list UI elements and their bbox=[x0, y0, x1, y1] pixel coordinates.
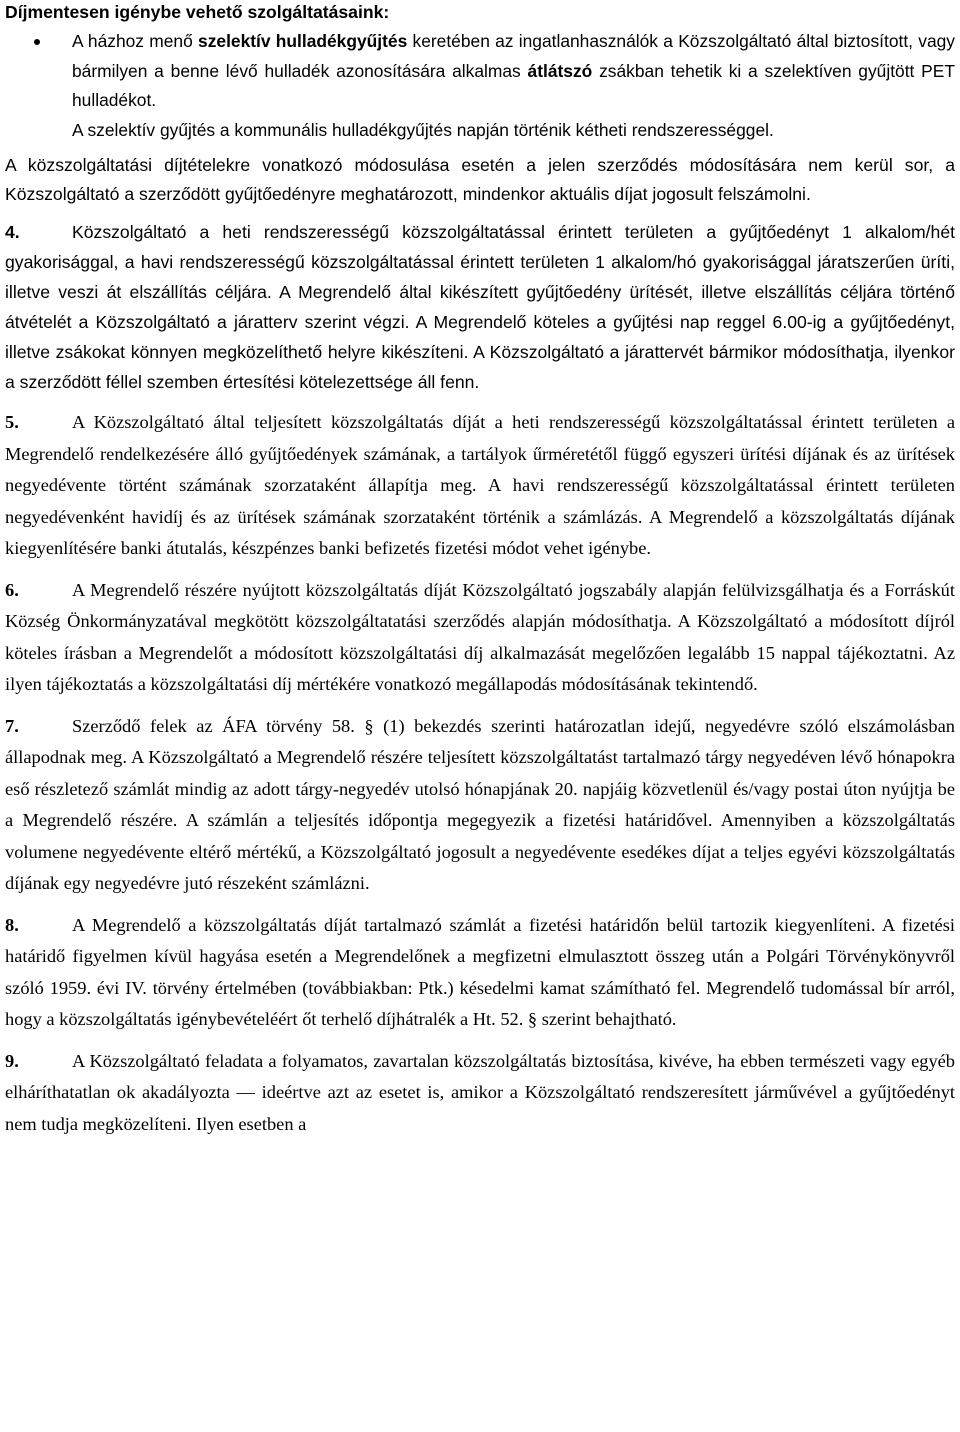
section-text: Közszolgáltató a heti rendszerességű közszolgáltatással érintett területen a gyűjtőedényt 1 alkalom/hét gyakorisággal, a havi rendszerességű közszolgáltatással érintett területen 1 alkalom/hó gyakorisággal járatszerűen üríti, illetve veszi át elszállítás céljára. A Megrendelő által kikészített gyűjtőedény ürítését, illetve elszállítás céljára történő átvételét a Közszolgáltató a járatterv szerint végzi. A Megrendelő köteles a gyűjtési nap reggel 6.00-ig a gyűjtőedényt, illetve zsákokat könnyen megközelíthető helyre kikészíteni. A Közszolgáltató a járattervét bármikor módosíthatja, ilyenkor a szerződött féllel szemben értesítési kötelezettsége áll fenn. bbox=[5, 222, 955, 392]
section-text: A Közszolgáltató feladata a folyamatos, zavartalan közszolgáltatás biztosítása, kivéve, ha ebben természeti vagy egyéb elháríthatatlan ok akadályozta — ideértve azt az esetet is, amikor a Közszolgáltató rendszeresített járművével a gyűjtőedényt nem tudja megközelíteni. Ilyen esetben a bbox=[5, 1050, 955, 1134]
bullet-bold-transparent: átlátszó bbox=[527, 60, 593, 81]
bullet-text-part1: A házhoz menő bbox=[72, 31, 199, 51]
numbered-sections bbox=[5, 217, 955, 1140]
bullet-icon bbox=[34, 39, 40, 45]
services-heading: Díjmentesen igénybe vehető szolgáltatásaink: bbox=[5, 2, 390, 22]
section-text: Szerződő felek az ÁFA törvény 58. § (1) bekezdés szerinti határozatlan idejű, negyedévre szóló elszámolásban állapodnak meg. A Közszolgáltató a Megrendelő részére teljesített közszolgáltatást tartalmazó tárgy negyedéven lévő hónapokra eső részletező számlát mindig az adott tárgy-negyedév utolsó hónapjának 20. napjáig közvetlenül és/vagy postai úton nyújtja be a Megrendelő részére. A számlán a teljesítés időpontja megegyezik a fizetési határidővel. Amennyiben a közszolgáltatás volumene negyedévente eltérő mértékű, a Közszolgáltató jogosult a negyedévente esedékes díjat a teljes egyévi közszolgáltatás díjának egy negyedévre jutó részeként számlázni. bbox=[5, 715, 955, 893]
section-text: A Megrendelő részére nyújtott közszolgáltatás díját Közszolgáltató jogszabály alapján felülvizsgálhatja és a Forráskút Község Önkormányzatával megkötött közszolgáltatatási szerződés alapján módosíthatja. A Közszolgáltató a módosított díjról köteles írásban a Megrendelőt a módosított közszolgáltatási díj alkalmazását megelőzően legalább 15 nappal tájékoztatni. Az ilyen tájékoztatás a közszolgáltatási díj mértékére vonatkozó megállapodás módosításának tekintendő. bbox=[5, 579, 955, 694]
section-number: 7. bbox=[5, 715, 19, 736]
section-number: 8. bbox=[5, 914, 19, 935]
section-paragraph bbox=[5, 910, 955, 1036]
services-list bbox=[5, 27, 955, 116]
section-number: 9. bbox=[5, 1050, 19, 1071]
list-item bbox=[5, 27, 955, 116]
section-number: 5. bbox=[5, 412, 19, 432]
section-text: A Közszolgáltató által teljesített közszolgáltatás díját a heti rendszerességű közszolgáltatással érintett területen a Megrendelő rendelkezésére álló gyűjtőedények számának, a tartályok űrméretétől függő egyszeri ürítési díjának és az ürítések negyedévente történt számának szorzataként állapítja meg. A havi rendszerességű közszolgáltatással érintett területen negyedévenként havidíj és az ürítések számának szorzataként történik a számlázás. A Megrendelő a közszolgáltatás díjának kiegyenlítésére banki átutalás, készpénzes banki befizetés fizetési módot vehet igénybe. bbox=[5, 412, 955, 558]
section-paragraph bbox=[5, 711, 955, 900]
bullet-note: A szelektív gyűjtés a kommunális hulladékgyűjtés napján történik kétheti rendszerességgel. bbox=[72, 119, 774, 140]
bullet-text-part2: keretében az ingatlanhasználók a Közszolgáltató által biztosított, vagy bármilyen a benne lévő hulladék azonosítására alkalmas bbox=[72, 31, 956, 81]
section-paragraph bbox=[5, 1046, 955, 1141]
section-number: 4. bbox=[5, 222, 20, 242]
section-text: A Megrendelő a közszolgáltatás díját tartalmazó számlát a fizetési határidőn belül tartozik kiegyenlíteni. A fizetési határidő figyelmen kívül hagyása esetén a Megrendelőnek a megfizetni elmulasztott összeg után a Polgári Törvénykönyvről szóló 1959. évi IV. törvény értelmében (továbbiakban: Ptk.) késedelmi kamat számítható fel. Megrendelő tudomással bír arról, hogy a közszolgáltatás igénybevételéért őt terhelő díjhátralék a Ht. 52. § szerint behajtható. bbox=[5, 914, 955, 1029]
section-paragraph bbox=[5, 407, 955, 565]
section-number: 6. bbox=[5, 579, 19, 600]
bullet-text-part3: zsákban tehetik ki a szelektíven gyűjtött PET hulladékot. bbox=[72, 60, 955, 110]
bullet-bold-selective: szelektív hulladékgyűjtés bbox=[198, 31, 408, 51]
intro-paragraph: A közszolgáltatási díjtételekre vonatkozó módosulása esetén a jelen szerződés módosítására nem kerül sor, a Közszolgáltató a szerződött gyűjtőedényre meghatározott, mindenkor aktuális díjat jogosult felszámolni. bbox=[5, 155, 955, 204]
section-paragraph bbox=[5, 575, 955, 701]
section-paragraph bbox=[5, 217, 955, 397]
document-page bbox=[5, 0, 955, 1150]
